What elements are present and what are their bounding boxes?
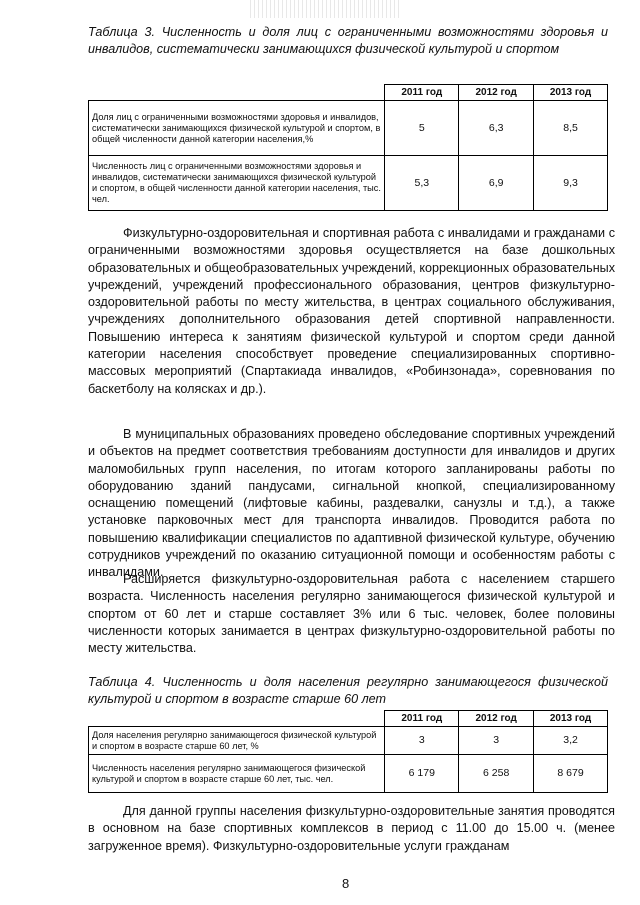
table3-caption: Таблица 3. Численность и доля лиц с ограниченными возможностями здоровья и инвалидов, систематически занимающихся физической культурой и спортом (88, 25, 608, 56)
cell-value: 6,3 (459, 101, 534, 156)
page-number: 8 (342, 876, 350, 891)
row-label: Доля населения регулярно занимающегося физической культурой и спортом в возрасте старше 60 лет, % (89, 727, 385, 755)
cell-value: 3,2 (534, 727, 608, 755)
table-row (89, 755, 608, 793)
table3-corner-cell (89, 85, 385, 101)
table4-corner-cell (89, 711, 385, 727)
cell-value: 8 679 (534, 755, 608, 793)
paragraph-1: Физкультурно-оздоровительная и спортивная работа с инвалидами и гражданами с ограниченными возможностями здоровья осуществляется на базе дошкольных образовательных и общеобразовательных учреждений, коррекционных образовательных учреждений, учреждений профессионального образования, центров физкультурно-оздоровительной работы по месту жительства, в центрах социального обслуживания, учреждениях дополнительного образования детей спортивной направленности. Повышению интереса к занятиям физической культурой и спортом среди данной категории населения способствует проведение специализированных спортивно-массовых мероприятий (Спартакиада инвалидов, «Робинзонада», соревнования по баскетболу на колясках и др.). (88, 226, 615, 396)
cell-value: 6 258 (459, 755, 534, 793)
table4-col-2012: 2012 год (459, 711, 534, 727)
cell-value: 6 179 (385, 755, 459, 793)
cell-value: 3 (385, 727, 459, 755)
cell-value: 6,9 (459, 156, 534, 211)
table3-col-2011: 2011 год (385, 85, 459, 101)
table3-col-2013: 2013 год (534, 85, 608, 101)
table3 (88, 84, 608, 211)
table3-col-2012: 2012 год (459, 85, 534, 101)
row-label: Доля лиц с ограниченными возможностями здоровья и инвалидов, систематически занимающихся физической культурой и спортом, в общей численности данной категории населения,% (89, 101, 385, 156)
table3-header-row (89, 85, 608, 101)
scan-artifact (250, 0, 400, 18)
cell-value: 5 (385, 101, 459, 156)
row-label: Численность населения регулярно занимающегося физической культурой и спортом в возрасте старше 60 лет, тыс. чел. (89, 755, 385, 793)
paragraph-2: В муниципальных образованиях проведено обследование спортивных учреждений и объектов на предмет соответствия требованиям доступности для инвалидов и других маломобильных групп населения, по итогам которого запланированы работы по оборудованию зданий пандусами, сигнальной кнопкой, специализированному оснащению помещений (лифтовые кабины, раздевалки, санузлы и т.д.), а также установке парковочных мест для транспорта инвалидов. Проводится работа по повышению квалификации специалистов по адаптивной физической культуре, обучению сотрудников учреждений по оказанию ситуационной помощи и особенностям работы с инвалидами. (88, 427, 615, 580)
table-row (89, 101, 608, 156)
paragraph-3: Расширяется физкультурно-оздоровительная работа с населением старшего возраста. Численность населения регулярно занимающегося физической культурой и спортом от 60 лет и старше составляет 3% или 6 тыс. человек, более половины численности которых занимается в центрах физкультурно-оздоровительной работы по месту жительства. (88, 572, 615, 656)
cell-value: 9,3 (534, 156, 608, 211)
paragraph-4: Для данной группы населения физкультурно-оздоровительные занятия проводятся в основном на базе спортивных комплексов в период с 11.00 до 15.00 ч. (менее загруженное время). Физкультурно-оздоровительные услуги гражданам (88, 804, 615, 853)
table-row (89, 727, 608, 755)
cell-value: 3 (459, 727, 534, 755)
table4-col-2011: 2011 год (385, 711, 459, 727)
table-row (89, 156, 608, 211)
table4 (88, 710, 608, 793)
table4-caption: Таблица 4. Численность и доля населения регулярно занимающегося физической культурой и спортом в возрасте старше 60 лет (88, 675, 608, 706)
row-label: Численность лиц с ограниченными возможностями здоровья и инвалидов, систематически занимающихся физической культурой и спортом, в общей численности данной категории населения, тыс. чел. (89, 156, 385, 211)
table4-col-2013: 2013 год (534, 711, 608, 727)
cell-value: 5,3 (385, 156, 459, 211)
table4-header-row (89, 711, 608, 727)
cell-value: 8,5 (534, 101, 608, 156)
